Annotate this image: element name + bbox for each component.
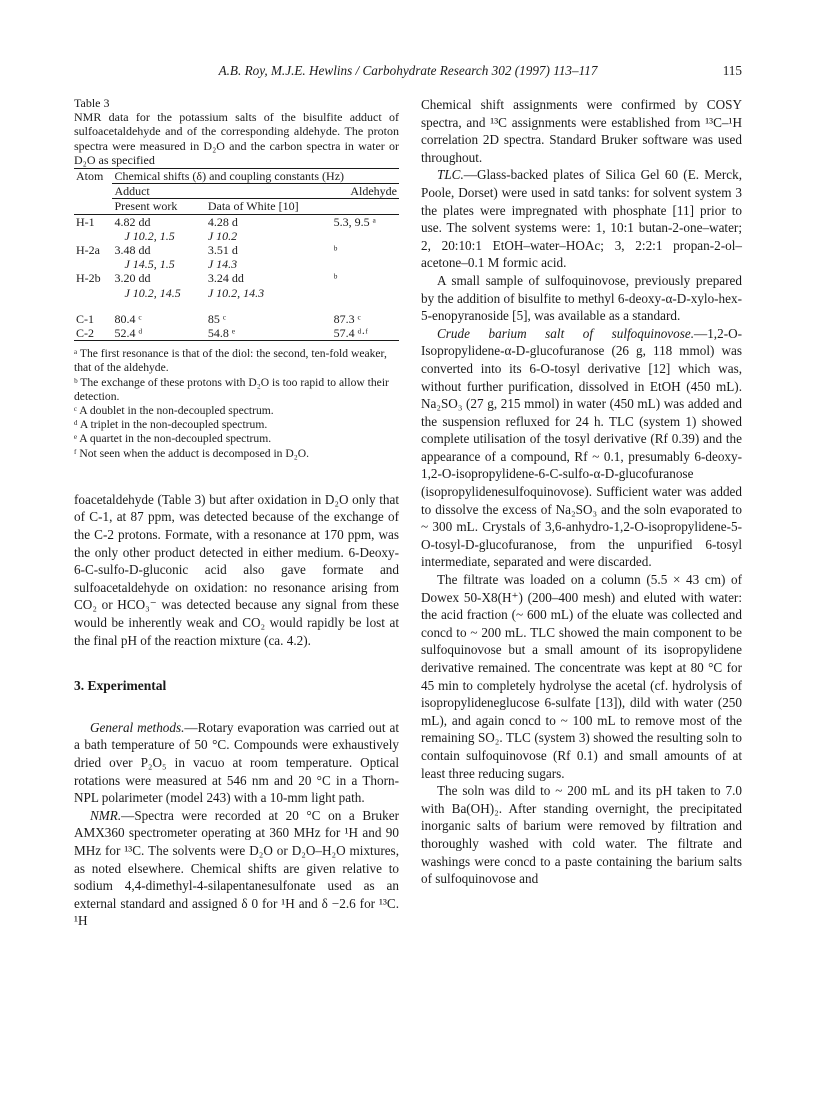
nmr-table [74, 168, 399, 341]
col-atom: Atom [74, 169, 112, 184]
body-paragraph: General methods.—Rotary evaporation was carried out at a bath temperature of 50 °C. Compounds were exhaustively dried over P₂O₅ in vacuo at room temperature. Optical rotations were measured at 546 nm and 20 °C in a Thorn-NPL polarimeter (model 243) with a 10-mm light path. [74, 719, 399, 806]
body-paragraph: NMR.—Spectra were recorded at 20 °C on a Bruker AMX360 spectrometer operating at 360 MHz for ¹H and 90 MHz for ¹³C. The solvents were D₂O or D₂O–H₂O mixtures, as noted elsewhere. Chemical shifts are given relative to sodium 4,4-dimethyl-4-silapentanesulfonate used as an external standard and assigned δ 0 for ¹H and δ −2.6 for ¹³C. ¹H [74, 807, 399, 929]
run-in-heading: Crude barium salt of sulfoquinovose. [437, 325, 695, 341]
left-column [74, 96, 399, 930]
table-row: J 10.2, 1.5 J 10.2 [124, 228, 238, 243]
page-header [74, 63, 742, 83]
footnote: ᵃ The first resonance is that of the diol: the second, ten-fold weaker, that of the aldehyde. [74, 347, 387, 375]
col-adduct: Adduct [112, 184, 331, 199]
table-caption: NMR data for the potassium salts of the bisulfite adduct of sulfoacetaldehyde and of the corresponding aldehyde. The proton spectra were measured in D₂O and the carbon spectra in water or D₂O as specified [74, 110, 399, 167]
run-in-heading: TLC. [437, 167, 464, 183]
body-paragraph: A small sample of sulfoquinovose, previously prepared by the addition of bisulfite to methyl 6-deoxy-α-D-xylo-hex-5-enopyranoside [5], was available as a standard. [421, 272, 742, 324]
table-row: H-1 4.82 dd 4.28 d 5.3, 9.5 ᵃ [76, 214, 376, 229]
body-paragraph: Crude barium salt of sulfoquinovose.—1,2-O-Isopropylidene-α-D-glucofuranose (26 g, 118 mmol) was converted into its 6-O-tosyl derivative [12] which was, without further purification, dissolved in EtOH (450 mL). Na₂SO₃ (27 g, 215 mmol) in water (450 mL) was added and the suspension refluxed for 24 h. TLC (system 1) showed complete utilisation of the tosyl derivative (Rf 0.39) and the appearance of a compound, Rf ~ 0.1, presumably 6-deoxy-1,2-O-isopropylidene-6-C-sulfo-α-D-glucofuranose (isopropylidenesulfoquinovose). Sufficient water was added to dissolve the excess of Na₂SO₃ and the soln evaporated to ~ 300 mL. Crystals of 3,6-anhydro-1,2-O-isopropylidene-5-O-tosyl-D-glucofuranose, from the unpurified 6-tosyl intermediate, separated and were discarded. [421, 325, 742, 570]
col-aldehyde: Aldehyde [332, 184, 399, 199]
col-shifts: Chemical shifts (δ) and coupling constants (Hz) [112, 169, 399, 184]
table-row: C-2 52.4 ᵈ 54.8 ᵉ 57.4 ᵈ·ᶠ [74, 326, 399, 341]
body-paragraph: foacetaldehyde (Table 3) but after oxidation in D₂O only that of C-1, at 87 ppm, was detected because of the exchange of the C-2 protons. Formate, with a resonance at 170 ppm, was the only other product detected in either medium. 6-Deoxy-6-C-sulfo-D-gluconic acid also gave formate and sulfoacetaldehyde on oxidation: no resonance arising from CO₂ or HCO₃⁻ was detected because any signal from these would be inherently weak and CO₂ would rapidly be lost at the final pH of the reaction mixture (ca. 4.2). [74, 491, 399, 648]
right-column [421, 96, 742, 888]
body-paragraph: TLC.—Glass-backed plates of Silica Gel 60 (E. Merck, Poole, Dorset) were used in satd tanks: for solvent system 3 the plates were impregnated with phosphate [11] prior to use. The solvent systems were: 1, 10:1 butan-2-one–water; 2, 20:10:1 EtOH–water–HOAc; 3, 2:2:1 propan-2-ol–acetone–0.1 M formic acid. [421, 167, 742, 271]
col-present: Present work [112, 199, 205, 214]
table-row: H-2b 3.20 dd 3.24 dd ᵇ [76, 271, 338, 286]
footnote: ᵉ A quartet in the non-decoupled spectrum. [74, 432, 272, 446]
table-row: J 10.2, 14.5 J 10.2, 14.3 [124, 285, 265, 300]
run-in-heading: NMR. [90, 807, 122, 823]
footnote: ᵈ A triplet in the non-decoupled spectrum. [74, 418, 268, 432]
table-row: J 14.5, 1.5 J 14.3 [124, 257, 238, 272]
table-row: C-1 80.4 ᶜ 85 ᶜ 87.3 ᶜ [76, 311, 361, 326]
table-label: Table 3 [74, 96, 110, 110]
body-paragraph: The filtrate was loaded on a column (5.5 × 43 cm) of Dowex 50-X8(H⁺) (200–400 mesh) and eluted with water: the acid fraction (~ 600 mL) of the eluate was collected and concd to ~ 200 mL. TLC showed the main component to be sulfoquinovose but a small amount of its isopropylidene derivative remained. The concentrate was kept at 80 °C for 45 min to completely hydrolyse the acetal (cf. hydrolysis of isopropylideneglucose 6-sulfate [13]), dild with water (250 mL), and again concd to ~ 100 mL to remove most of the remaining SO₂. TLC (system 3) showed the resulting soln to contain sulfoquinovose (Rf 0.1) and small amounts of at least three reducing sugars. [421, 572, 742, 781]
body-paragraph: Chemical shift assignments were confirmed by COSY spectra, and ¹³C assignments were established from ¹³C–¹H correlation 2D spectra. Standard Bruker software was used throughout. [421, 97, 742, 165]
col-white: Data of White [10] [206, 199, 332, 214]
running-head: A.B. Roy, M.J.E. Hewlins / Carbohydrate Research 302 (1997) 113–117 [218, 63, 598, 78]
body-paragraph: The soln was dild to ~ 200 mL and its pH taken to 7.0 with Ba(OH)₂. After standing overnight, the precipitated inorganic salts of barium were removed by filtration and thoroughly washed with cold water. The filtrate and washings were concd to a paste containing the barium salts of sulfoquinovose and [421, 783, 742, 887]
page-number: 115 [722, 63, 742, 78]
footnote: ᶠ Not seen when the adduct is decomposed in D₂O. [74, 446, 310, 460]
run-in-heading: General methods. [90, 719, 185, 735]
table-footnotes [74, 347, 399, 461]
section-heading: 3. Experimental [74, 678, 167, 694]
footnote: ᵇ The exchange of these protons with D₂O is too rapid to allow their detection. [74, 375, 389, 403]
footnote: ᶜ A doublet in the non-decoupled spectrum. [74, 404, 274, 418]
table-caption-block [74, 96, 399, 167]
table-row: H-2a 3.48 dd 3.51 d ᵇ [76, 243, 338, 258]
